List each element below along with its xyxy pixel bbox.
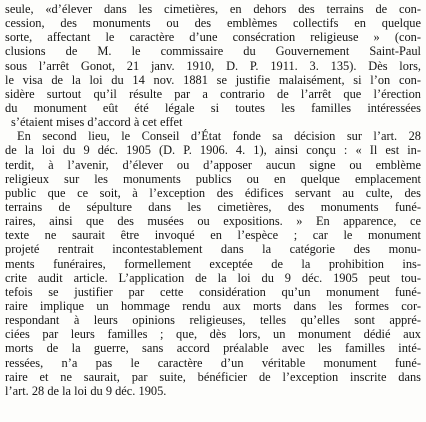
text-line: ressées, n’a pas le caractère d’un véritable monument funé- — [5, 355, 421, 370]
text-line: seule, «d’élever dans les cimetières, en dehors des terrains de con- — [5, 2, 421, 16]
text-line: de la loi du 9 déc. 1905 (D. P. 1906. 4. 1), ainsi conçu : « Il est in- — [5, 143, 421, 158]
text-line: terdit, à l’avenir, d’élever ou d’apposer aucun signe ou emblème — [5, 157, 421, 172]
text-line: sous l’arrêt Gonot, 21 janv. 1910, D. P. 1911. 3. 135). Dès lors, — [5, 58, 421, 73]
text-line: sorte, affectant le caractère d’une consécration religieuse » (con- — [5, 30, 421, 45]
text-line: texte ne saurait être invoqué en l’espèce ; car le monument — [5, 228, 421, 243]
text-line: s’étaient mises d’accord à cet effet — [11, 115, 183, 130]
text-line: raire et ne saurait, par suite, bénéficier de l’exception inscrite dans — [5, 369, 421, 384]
text-line: respondant à leurs opinions religieuses, telles qu’elles sont appré- — [5, 313, 421, 328]
text-line: projeté rentrait incontestablement dans la catégorie des monu- — [5, 242, 421, 257]
text-line: ciées par leurs familles ; que, dès lors, un monument dédié aux — [5, 327, 421, 342]
document-body — [5, 2, 421, 398]
text-line: du monument eût été légale si toutes les familles intéressées — [5, 100, 421, 115]
text-line: cession, des monuments ou des emblèmes collectifs en quelque — [5, 16, 421, 31]
text-line: sidère surtout qu’il résulte par a contrario de l’arrêt que l’érection — [5, 86, 421, 101]
text-line: raires, ainsi que des musées ou expositions. » En apparence, ce — [5, 214, 421, 229]
text-line: le visa de la loi du 14 nov. 1881 se justifie malaisément, si l’on con- — [5, 72, 421, 87]
text-line: tefois se justifier par cette considération qu’un monument funé- — [5, 284, 421, 299]
text-line: l’art. 28 de la loi du 9 déc. 1905. — [5, 383, 167, 398]
text-line: morts de la guerre, sans accord préalable avec les familles inté- — [5, 341, 421, 356]
paragraph-start-line: En second lieu, le Conseil d’État fonde sa décision sur l’art. 28 — [17, 129, 421, 144]
text-line: public que ce soit, à l’exception des édifices servant au culte, des — [5, 185, 421, 200]
text-line: religieux sur les monuments publics ou en quelque emplacement — [5, 171, 421, 186]
text-line: terrains de sépulture dans les cimetières, des monuments funé- — [5, 199, 421, 214]
text-line: raire implique un hommage rendu aux morts dans les formes cor- — [5, 298, 421, 313]
text-line: crite audit article. L’application de la loi du 9 déc. 1905 peut tou- — [5, 270, 421, 285]
text-line: clusions de M. le commissaire du Gouvernement Saint-Paul — [5, 44, 421, 59]
text-line: ments funéraires, formellement exceptée de la prohibition ins- — [5, 256, 421, 271]
